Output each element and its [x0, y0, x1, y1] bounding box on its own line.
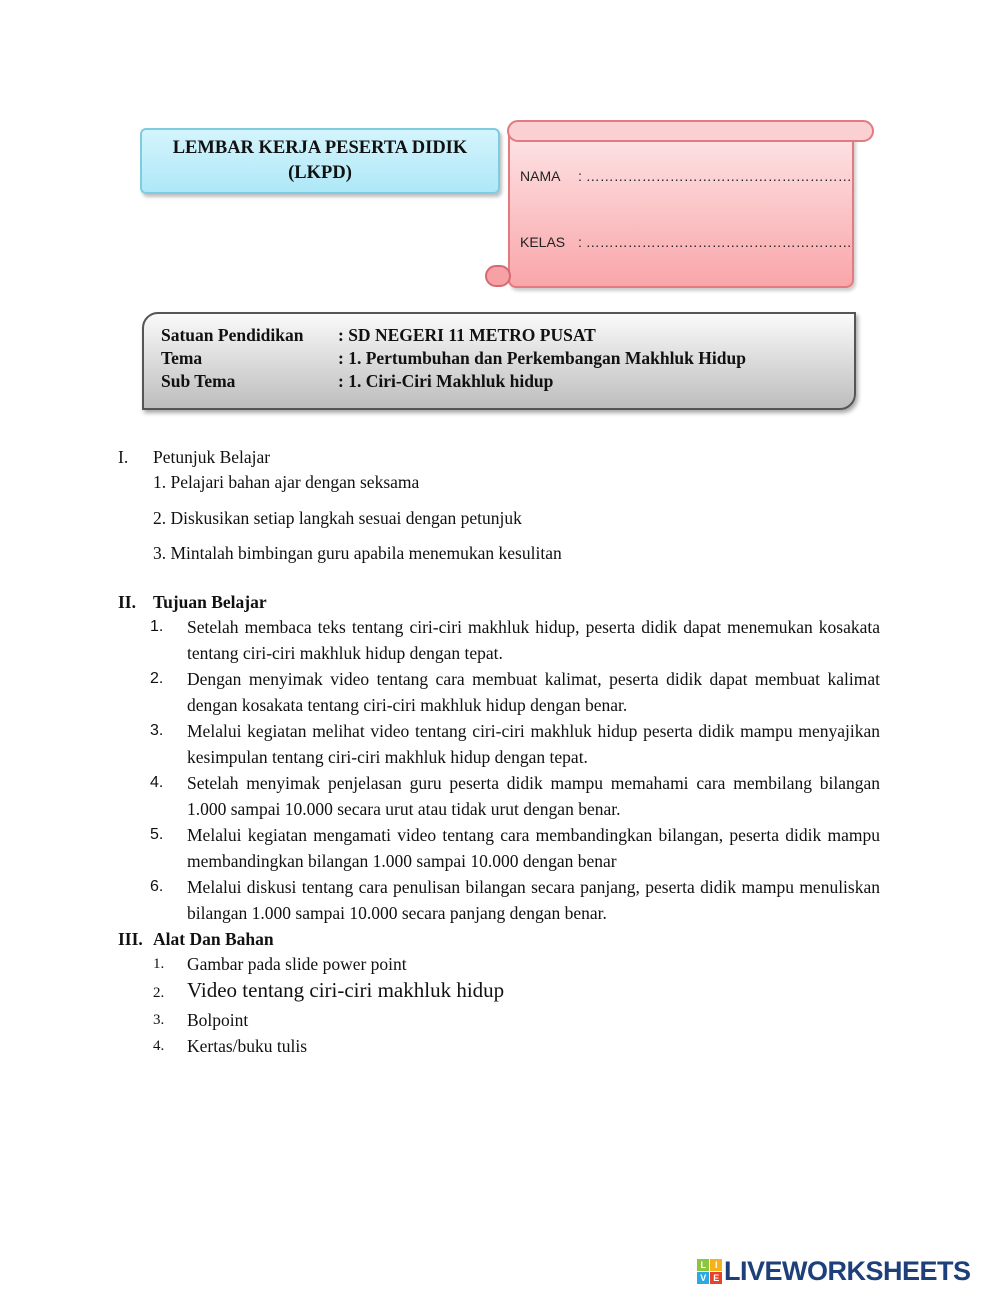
badge-letter: I — [710, 1259, 722, 1271]
section-1-number: I. — [118, 447, 129, 467]
item-number: 6. — [150, 878, 164, 895]
list-item — [150, 822, 880, 874]
list-item — [150, 666, 880, 718]
section-3-number: III. — [118, 929, 143, 949]
info-value: : 1. Pertumbuhan dan Perkembangan Makhluk Hidup — [338, 348, 746, 368]
badge-letter: V — [697, 1272, 709, 1284]
list-item — [150, 770, 880, 822]
list-item: Kertas/buku tulis — [187, 1036, 308, 1056]
title-line-1: LEMBAR KERJA PESERTA DIDIK — [172, 138, 468, 158]
item-text: Dengan menyimak video tentang cara membuat kalimat, peserta didik dapat membuat kalimat dengan kosakata tentang ciri-ciri makhluk hidup dengan benar. — [187, 669, 880, 715]
name-field[interactable] — [520, 168, 852, 184]
item-text: Setelah menyimak penjelasan guru peserta didik mampu memahami cara membilang bilangan 1.000 sampai 10.000 secara urut atau tidak urut dengan benar. — [187, 773, 880, 819]
item-number: 2. — [150, 670, 164, 687]
name-blank[interactable]: : ………………………………………………… — [578, 168, 852, 184]
list-item: Bolpoint — [187, 1010, 249, 1030]
item-number: 2. — [153, 985, 165, 1001]
info-key: Sub Tema — [161, 371, 236, 391]
list-item: Video tentang ciri-ciri makhluk hidup — [187, 978, 505, 1002]
identity-scroll — [508, 130, 854, 288]
liveworksheets-logo — [697, 1256, 971, 1287]
info-row — [161, 370, 854, 393]
item-text: Setelah membaca teks tentang ciri-ciri makhluk hidup, peserta didik dapat menemukan kosakata tentang ciri-ciri makhluk hidup dengan tepat. — [187, 617, 880, 663]
info-row — [161, 324, 854, 347]
list-item — [150, 874, 880, 926]
badge-letter: E — [710, 1272, 722, 1284]
class-field[interactable] — [520, 234, 852, 250]
item-text: Melalui diskusi tentang cara penulisan bilangan secara panjang, peserta didik mampu menuliskan bilangan 1.000 sampai 10.000 secara panjang dengan benar. — [187, 877, 880, 923]
list-item: 2. Diskusikan setiap langkah sesuai dengan petunjuk — [153, 508, 522, 528]
section-2-title: Tujuan Belajar — [153, 592, 267, 612]
item-number: 1. — [150, 618, 164, 635]
info-value: : SD NEGERI 11 METRO PUSAT — [338, 325, 596, 345]
item-number: 3. — [153, 1012, 165, 1028]
info-key: Satuan Pendidikan — [161, 325, 304, 345]
info-box — [142, 312, 856, 410]
item-text: Melalui kegiatan melihat video tentang ciri-ciri makhluk hidup peserta didik mampu menyajikan kesimpulan tentang ciri-ciri makhluk hidup dengan tepat. — [187, 721, 880, 767]
item-number: 1. — [153, 956, 165, 972]
logo-text: LIVEWORKSHEETS — [724, 1256, 971, 1286]
item-text: Melalui kegiatan mengamati video tentang cara membandingkan bilangan, peserta didik mampu membandingkan bilangan 1.000 sampai 10.000 dengan benar — [187, 825, 880, 871]
class-label: KELAS — [520, 234, 566, 250]
item-number: 3. — [150, 722, 164, 739]
lkpd-title-banner — [140, 128, 500, 194]
list-item: 3. Mintalah bimbingan guru apabila menemukan kesulitan — [153, 543, 562, 563]
info-value: : 1. Ciri-Ciri Makhluk hidup — [338, 371, 554, 391]
scroll-top-roll — [507, 120, 874, 142]
list-item — [150, 718, 880, 770]
section-3-title: Alat Dan Bahan — [153, 929, 274, 949]
class-blank[interactable]: : ………………………………………………… — [578, 234, 852, 250]
item-number: 4. — [153, 1038, 165, 1054]
live-badge-icon — [697, 1259, 722, 1284]
badge-letter: L — [697, 1259, 709, 1271]
list-item: 1. Pelajari bahan ajar dengan seksama — [153, 472, 420, 492]
name-label: NAMA — [520, 168, 561, 184]
title-line-2: (LKPD) — [288, 163, 352, 183]
info-row — [161, 347, 854, 370]
section-1-title: Petunjuk Belajar — [153, 447, 271, 467]
item-number: 5. — [150, 826, 164, 843]
list-item: Gambar pada slide power point — [187, 954, 407, 974]
section-2-number: II. — [118, 592, 136, 612]
scroll-bottom-curl — [485, 265, 511, 287]
item-number: 4. — [150, 774, 164, 791]
objectives-list — [150, 614, 880, 926]
list-item — [150, 614, 880, 666]
info-key: Tema — [161, 348, 203, 368]
